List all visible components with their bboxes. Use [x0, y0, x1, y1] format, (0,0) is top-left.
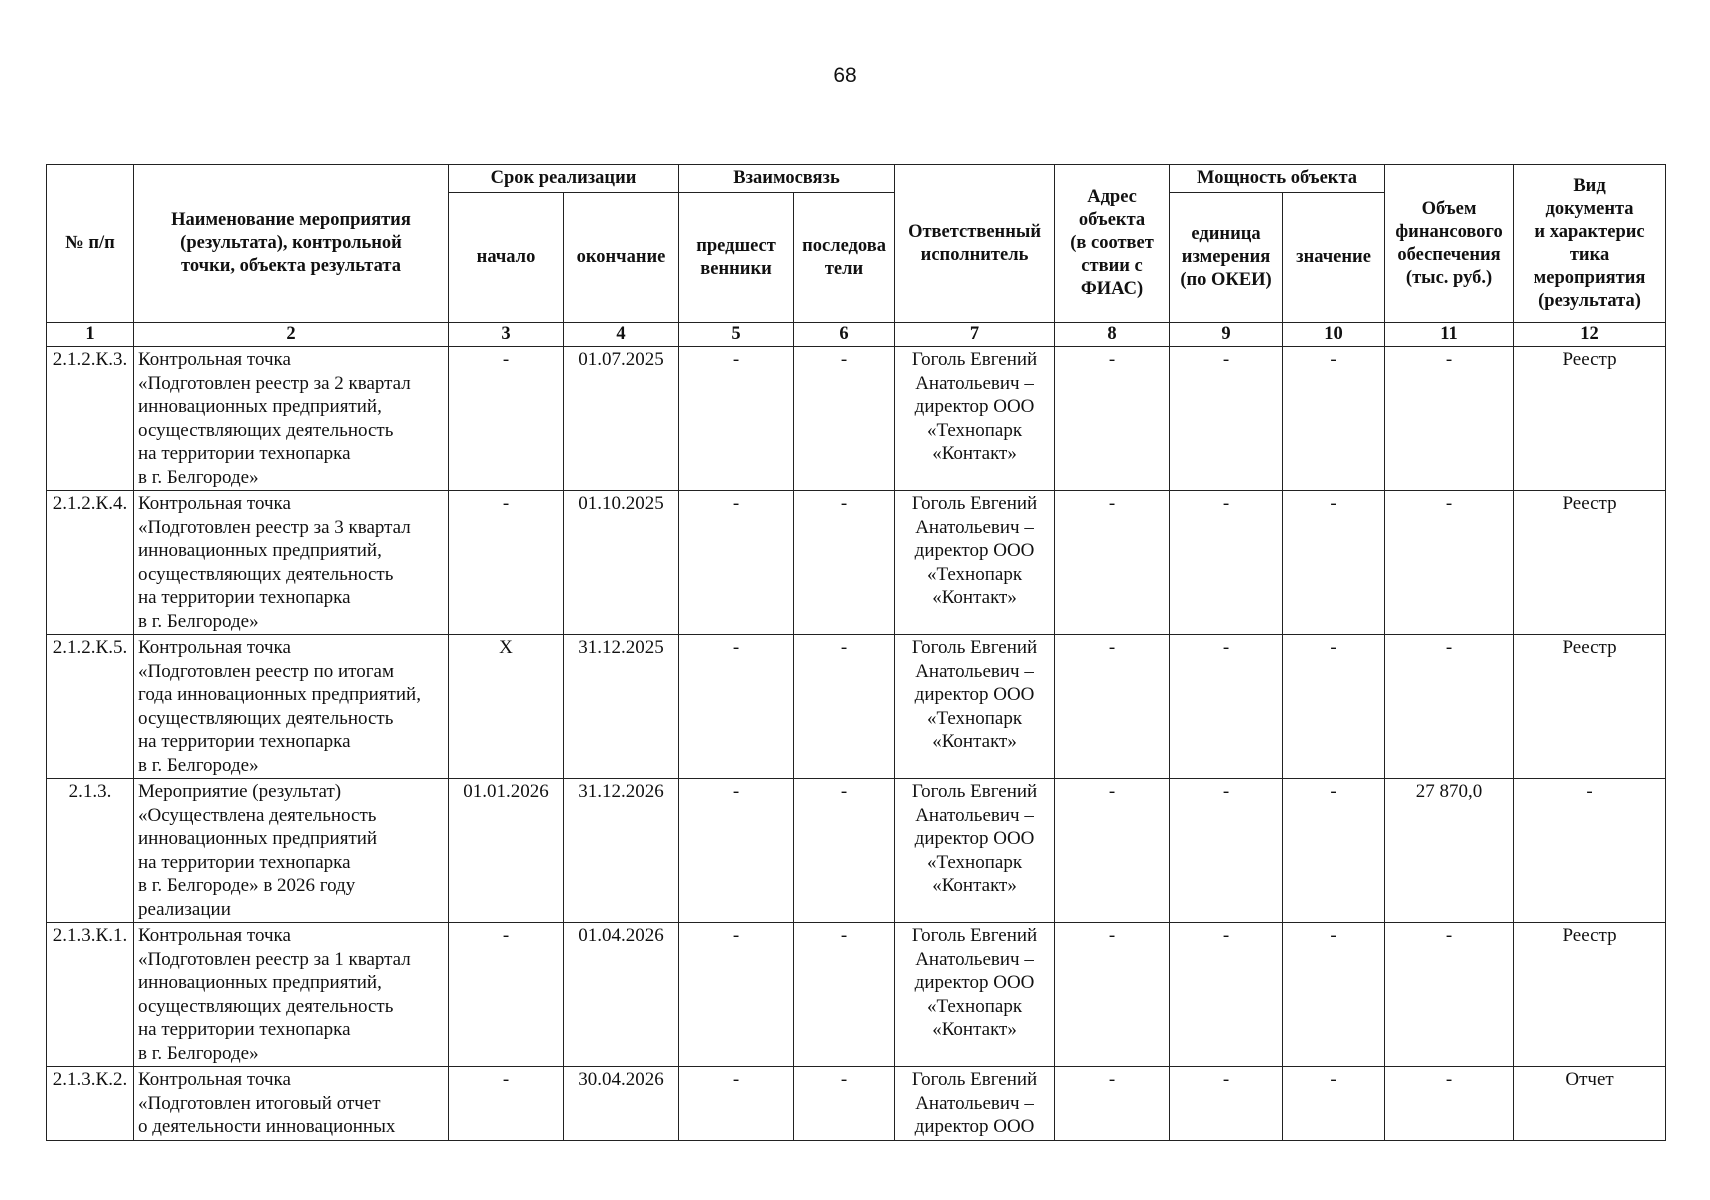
row-document: Реестр: [1514, 347, 1666, 491]
table-row: [47, 923, 1666, 1067]
row-number: 2.1.3.К.2.: [47, 1067, 134, 1141]
row-responsible: Гоголь Евгений Анатольевич – директор ООО «Технопарк «Контакт»: [895, 923, 1055, 1067]
row-document: Реестр: [1514, 491, 1666, 635]
row-name: Контрольная точка «Подготовлен реестр за 3 квартал инновационных предприятий, осуществляющих деятельность на территории технопарка в г. Белгороде»: [134, 491, 449, 635]
row-address: -: [1055, 635, 1170, 779]
row-value: -: [1283, 635, 1385, 779]
row-unit: -: [1170, 635, 1283, 779]
row-end-date: 01.04.2026: [564, 923, 679, 1067]
header-start: начало: [449, 193, 564, 323]
table-row: [47, 491, 1666, 635]
header-document: Вид документа и характерис тика мероприятия (результата): [1514, 165, 1666, 323]
row-value: -: [1283, 491, 1385, 635]
row-document: Отчет: [1514, 1067, 1666, 1141]
row-number: 2.1.2.К.3.: [47, 347, 134, 491]
row-predecessors: -: [679, 347, 794, 491]
table-row: [47, 635, 1666, 779]
header-predecessors: предшест венники: [679, 193, 794, 323]
row-financing: -: [1385, 635, 1514, 779]
row-predecessors: -: [679, 491, 794, 635]
row-address: -: [1055, 347, 1170, 491]
row-start-date: -: [449, 491, 564, 635]
column-number: 2: [134, 323, 449, 347]
header-successors: последова тели: [794, 193, 895, 323]
row-name: Контрольная точка «Подготовлен реестр за 1 квартал инновационных предприятий, осуществляющих деятельность на территории технопарка в г. Белгороде»: [134, 923, 449, 1067]
row-responsible: Гоголь Евгений Анатольевич – директор ООО «Технопарк «Контакт»: [895, 779, 1055, 923]
row-end-date: 01.07.2025: [564, 347, 679, 491]
column-number: 6: [794, 323, 895, 347]
header-period-group: Срок реализации: [449, 165, 679, 193]
row-responsible: Гоголь Евгений Анатольевич – директор ООО «Технопарк «Контакт»: [895, 635, 1055, 779]
plan-table: [46, 164, 1666, 1141]
table-row: [47, 347, 1666, 491]
row-financing: -: [1385, 491, 1514, 635]
row-successors: -: [794, 491, 895, 635]
row-financing: -: [1385, 1067, 1514, 1141]
column-number: 4: [564, 323, 679, 347]
row-unit: -: [1170, 779, 1283, 923]
row-end-date: 30.04.2026: [564, 1067, 679, 1141]
row-value: -: [1283, 779, 1385, 923]
row-successors: -: [794, 1067, 895, 1141]
row-name: Мероприятие (результат) «Осуществлена деятельность инновационных предприятий на территории технопарка в г. Белгороде» в 2026 году реализации: [134, 779, 449, 923]
row-end-date: 31.12.2025: [564, 635, 679, 779]
row-responsible: Гоголь Евгений Анатольевич – директор ООО: [895, 1067, 1055, 1141]
column-number: 1: [47, 323, 134, 347]
row-value: -: [1283, 1067, 1385, 1141]
row-financing: -: [1385, 923, 1514, 1067]
row-value: -: [1283, 347, 1385, 491]
row-document: Реестр: [1514, 923, 1666, 1067]
row-number: 2.1.3.: [47, 779, 134, 923]
row-predecessors: -: [679, 923, 794, 1067]
table-header: [47, 165, 1666, 347]
table-row: [47, 1067, 1666, 1141]
row-end-date: 31.12.2026: [564, 779, 679, 923]
row-number: 2.1.2.К.4.: [47, 491, 134, 635]
column-number: 12: [1514, 323, 1666, 347]
row-responsible: Гоголь Евгений Анатольевич – директор ООО «Технопарк «Контакт»: [895, 347, 1055, 491]
row-unit: -: [1170, 491, 1283, 635]
header-end: окончание: [564, 193, 679, 323]
row-document: Реестр: [1514, 635, 1666, 779]
column-number: 3: [449, 323, 564, 347]
row-responsible: Гоголь Евгений Анатольевич – директор ООО «Технопарк «Контакт»: [895, 491, 1055, 635]
row-name: Контрольная точка «Подготовлен реестр за 2 квартал инновационных предприятий, осуществляющих деятельность на территории технопарка в г. Белгороде»: [134, 347, 449, 491]
row-predecessors: -: [679, 635, 794, 779]
row-start-date: -: [449, 347, 564, 491]
row-financing: -: [1385, 347, 1514, 491]
row-value: -: [1283, 923, 1385, 1067]
column-number: 9: [1170, 323, 1283, 347]
column-number: 8: [1055, 323, 1170, 347]
row-unit: -: [1170, 1067, 1283, 1141]
header-unit: единица измерения (по ОКЕИ): [1170, 193, 1283, 323]
row-successors: -: [794, 635, 895, 779]
header-num: № п/п: [47, 165, 134, 323]
column-number: 5: [679, 323, 794, 347]
header-responsible: Ответственный исполнитель: [895, 165, 1055, 323]
row-unit: -: [1170, 923, 1283, 1067]
row-name: Контрольная точка «Подготовлен итоговый отчет о деятельности инновационных: [134, 1067, 449, 1141]
column-number: 10: [1283, 323, 1385, 347]
row-address: -: [1055, 491, 1170, 635]
row-financing: 27 870,0: [1385, 779, 1514, 923]
row-number: 2.1.2.К.5.: [47, 635, 134, 779]
row-end-date: 01.10.2025: [564, 491, 679, 635]
table-row: [47, 779, 1666, 923]
row-address: -: [1055, 779, 1170, 923]
header-name: Наименование мероприятия (результата), контрольной точки, объекта результата: [134, 165, 449, 323]
row-start-date: -: [449, 1067, 564, 1141]
header-capacity-group: Мощность объекта: [1170, 165, 1385, 193]
header-links-group: Взаимосвязь: [679, 165, 895, 193]
row-start-date: -: [449, 923, 564, 1067]
row-start-date: X: [449, 635, 564, 779]
row-document: -: [1514, 779, 1666, 923]
row-successors: -: [794, 923, 895, 1067]
row-address: -: [1055, 923, 1170, 1067]
header-financing: Объем финансового обеспечения (тыс. руб.): [1385, 165, 1514, 323]
row-name: Контрольная точка «Подготовлен реестр по итогам года инновационных предприятий, осуществляющих деятельность на территории технопарка в г. Белгороде»: [134, 635, 449, 779]
row-number: 2.1.3.К.1.: [47, 923, 134, 1067]
row-successors: -: [794, 347, 895, 491]
header-value: значение: [1283, 193, 1385, 323]
column-number-row: [47, 323, 1666, 347]
header-address: Адрес объекта (в соответ ствии с ФИАС): [1055, 165, 1170, 323]
row-predecessors: -: [679, 779, 794, 923]
row-address: -: [1055, 1067, 1170, 1141]
row-successors: -: [794, 779, 895, 923]
row-unit: -: [1170, 347, 1283, 491]
row-start-date: 01.01.2026: [449, 779, 564, 923]
row-predecessors: -: [679, 1067, 794, 1141]
column-number: 11: [1385, 323, 1514, 347]
column-number: 7: [895, 323, 1055, 347]
page-number: 68: [833, 64, 857, 87]
